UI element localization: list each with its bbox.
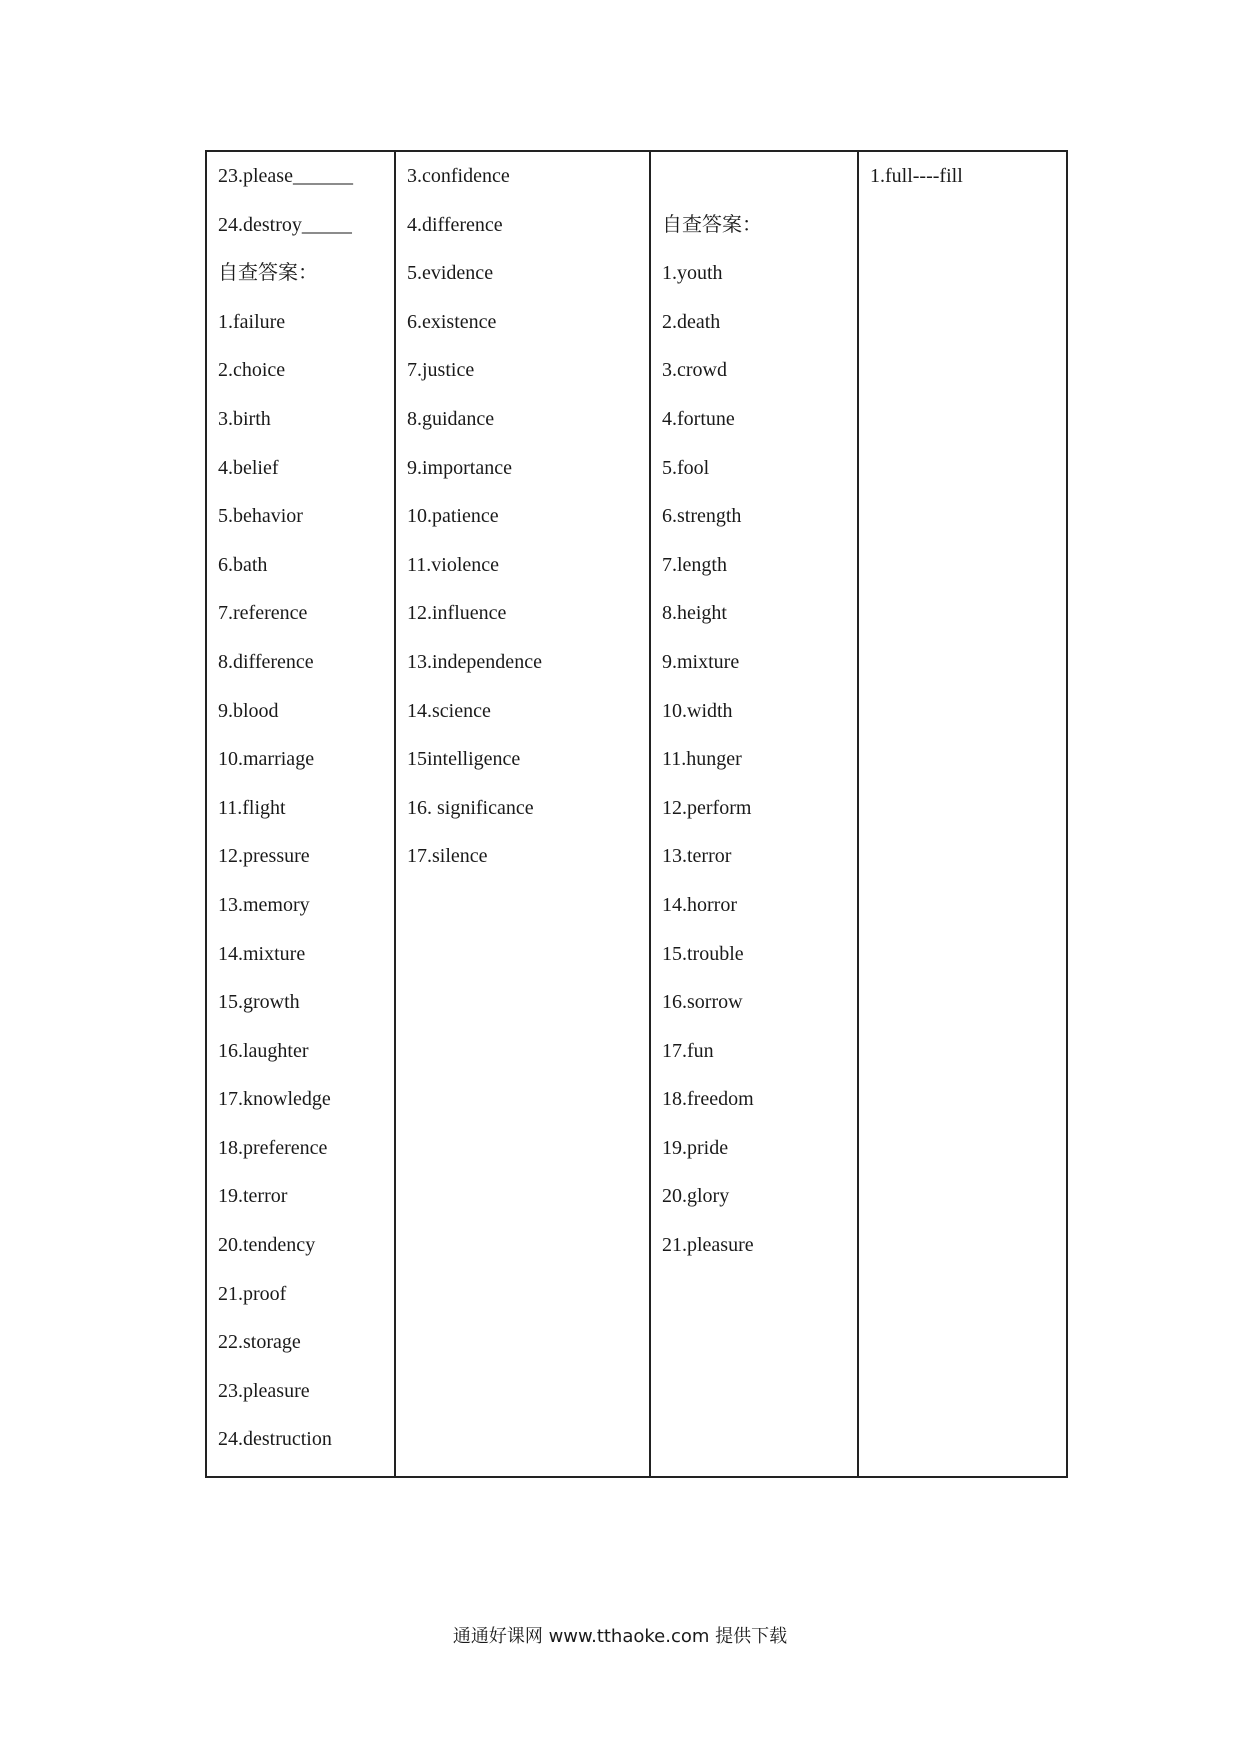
list-item: 9.mixture	[662, 650, 740, 673]
list-item: 11.flight	[218, 796, 286, 819]
list-item: 10.patience	[407, 505, 499, 528]
list-item: 8.difference	[218, 650, 314, 673]
list-item: 1.youth	[662, 262, 723, 285]
column-4-list	[859, 152, 1066, 213]
table-row	[206, 151, 1067, 1477]
list-item: 12.perform	[662, 796, 752, 819]
list-item: 6.bath	[218, 553, 268, 576]
list-item: 5.fool	[662, 456, 710, 479]
list-item: 4.difference	[407, 213, 503, 236]
list-item: 8.guidance	[407, 407, 495, 430]
table-column-1	[206, 151, 395, 1477]
column-3-list	[651, 152, 857, 1282]
list-item: 4.belief	[218, 456, 279, 479]
list-item: 9.importance	[407, 456, 512, 479]
list-item: 13.memory	[218, 893, 310, 916]
answer-table	[205, 150, 1068, 1478]
column-1-list	[207, 152, 394, 1476]
list-item: 自查答案：	[218, 262, 318, 285]
list-item: 17.knowledge	[218, 1088, 331, 1111]
list-item: 自查答案：	[662, 213, 762, 236]
list-item: 14.mixture	[218, 942, 306, 965]
page-footer: 通通好课网 www.tthaoke.com 提供下载	[452, 1626, 788, 1647]
list-item: 13.independence	[407, 650, 542, 673]
table-column-4	[858, 151, 1067, 1477]
list-item: 17.silence	[407, 845, 488, 868]
table-column-3	[650, 151, 858, 1477]
list-item: 24.destroy_____	[218, 213, 352, 236]
list-item: 13.terror	[662, 845, 732, 868]
list-item: 21.proof	[218, 1282, 287, 1305]
list-item: 7.length	[662, 553, 727, 576]
list-item: 12.influence	[407, 602, 507, 625]
list-item: 3.crowd	[662, 359, 727, 382]
list-item: 5.behavior	[218, 505, 303, 528]
list-item: 16. significance	[407, 796, 534, 819]
list-item: 7.justice	[407, 359, 475, 382]
list-item: 24.destruction	[218, 1428, 332, 1451]
list-item: 3.confidence	[407, 165, 510, 187]
list-item: 8.height	[662, 602, 727, 625]
list-item: 16.laughter	[218, 1039, 309, 1062]
list-item: 2.death	[662, 310, 721, 333]
list-item: 19.terror	[218, 1185, 288, 1208]
column-2-list	[396, 152, 649, 893]
list-item: 21.pleasure	[662, 1234, 754, 1257]
list-item: 16.sorrow	[662, 991, 743, 1014]
list-item: 6.existence	[407, 310, 497, 333]
list-item: 18.preference	[218, 1136, 328, 1159]
list-item: 2.choice	[218, 359, 286, 382]
list-item: 18.freedom	[662, 1088, 754, 1111]
list-item: 17.fun	[662, 1039, 714, 1062]
list-item	[662, 164, 857, 213]
list-item: 3.birth	[218, 407, 271, 430]
list-item: 22.storage	[218, 1331, 301, 1354]
list-item: 14.horror	[662, 893, 737, 916]
list-item: 12.pressure	[218, 845, 310, 868]
list-item: 10.marriage	[218, 748, 315, 771]
list-item: 11.violence	[407, 553, 500, 576]
list-item: 15intelligence	[407, 748, 521, 771]
list-item: 10.width	[662, 699, 733, 722]
list-item: 5.evidence	[407, 262, 494, 285]
list-item: 9.blood	[218, 699, 279, 722]
list-item: 20.tendency	[218, 1234, 316, 1257]
list-item: 19.pride	[662, 1136, 729, 1159]
list-item: 14.science	[407, 699, 491, 722]
table-column-2	[395, 151, 650, 1477]
list-item: 23.please______	[218, 165, 353, 187]
list-item: 1.full----fill	[870, 165, 963, 187]
list-item: 11.hunger	[662, 748, 742, 771]
list-item: 23.pleasure	[218, 1379, 310, 1402]
list-item: 20.glory	[662, 1185, 730, 1208]
list-item: 6.strength	[662, 505, 742, 528]
list-item: 1.failure	[218, 310, 286, 333]
list-item: 4.fortune	[662, 407, 735, 430]
list-item: 15.growth	[218, 991, 300, 1014]
list-item: 15.trouble	[662, 942, 744, 965]
list-item: 7.reference	[218, 602, 308, 625]
